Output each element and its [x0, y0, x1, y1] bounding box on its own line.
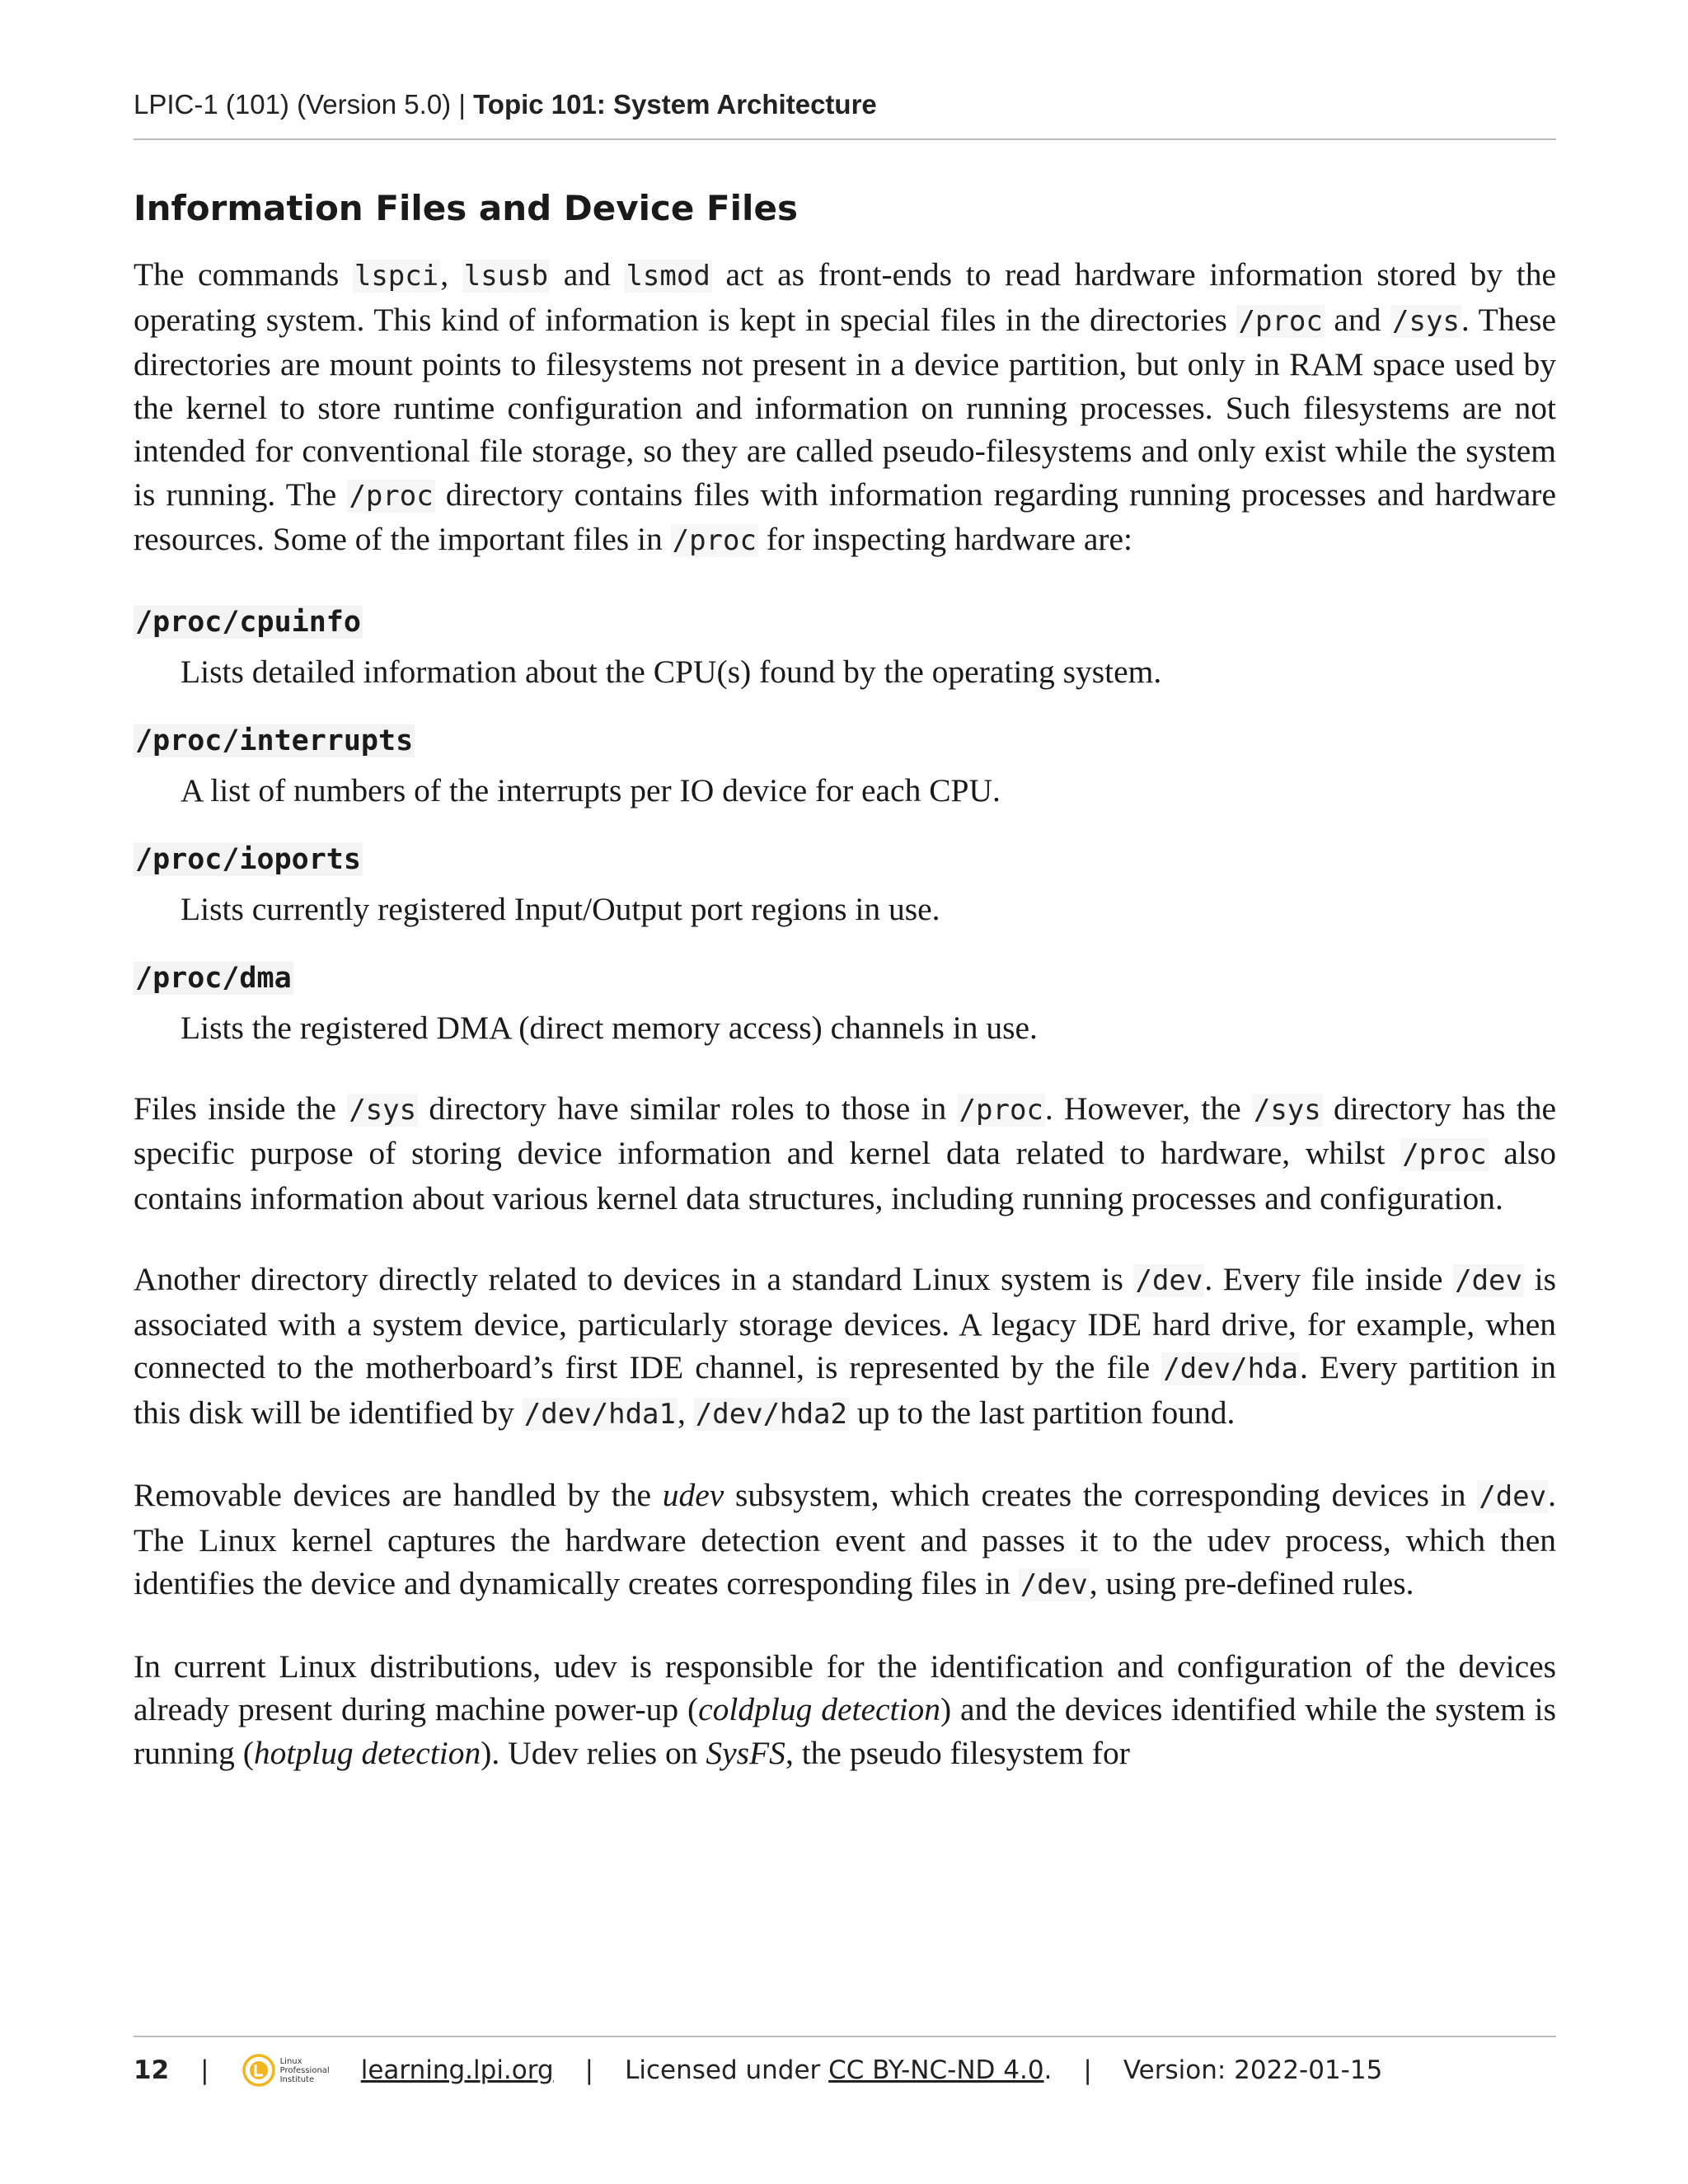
code-dev-hda: /dev/hda [1163, 1352, 1298, 1385]
license-link[interactable]: CC BY-NC-ND 4.0 [828, 2055, 1044, 2085]
definition-term: /proc/interrupts [135, 724, 414, 757]
definition-term: /proc/ioports [135, 842, 361, 876]
footer-separator: | [584, 2055, 594, 2085]
definition-description: Lists the registered DMA (direct memory access) channels in use. [181, 1009, 1038, 1046]
paragraph-udev [134, 1474, 1556, 1607]
text: for inspecting hardware are: [757, 521, 1133, 557]
code-proc: /proc [349, 479, 434, 513]
page-header [134, 89, 1556, 140]
code-sys: /sys [1392, 304, 1460, 338]
definition-description: Lists detailed information about the CPU(s) found by the operating system. [181, 653, 1162, 690]
definition-term: /proc/dma [135, 961, 292, 995]
text: Another directory directly related to devices in a standard Linux system is [134, 1261, 1134, 1297]
text: . These directories are mount points to filesystems not present in a device partition, but only in RAM space used by the kernel to store runtime configuration and information on running processes. Such filesystems are not intended for conventional file storage, so they are called pseudo-filesystems and only exist while the system is running. The [134, 301, 1556, 513]
code-proc: /proc [1238, 304, 1323, 338]
text: , the pseudo filesystem for [785, 1734, 1130, 1771]
logo-text-line: Linux [279, 2056, 302, 2066]
text: directory has the specific purpose of storing device information and kernel data related to hardware, whilst [134, 1090, 1556, 1171]
course-title: LPIC-1 (101) (Version 5.0) [134, 89, 452, 120]
paragraph-sys [134, 1087, 1556, 1221]
page-number: 12 [134, 2055, 170, 2085]
text: In current Linux distributions, udev is responsible for the identification and configuration of the devices already present during machine power-up ( [134, 1647, 1556, 1727]
code-lsmod: lsmod [626, 260, 710, 293]
site-link[interactable]: learning.lpi.org [360, 2055, 554, 2085]
definition-description: Lists currently registered Input/Output port regions in use. [181, 890, 940, 927]
emphasis-sysfs: SysFS [706, 1734, 785, 1771]
text: . The Linux kernel captures the hardware detection event and passes it to the udev process, which then identifies the device and dynamically creates corresponding files in [134, 1477, 1556, 1601]
text: Removable devices are handled by the [134, 1477, 663, 1513]
text: act as front-ends to read hardware information stored by the operating system. This kind of information is kept in special files in the directories [134, 256, 1557, 338]
paragraph-intro [134, 253, 1556, 563]
code-dev: /dev [1455, 1264, 1522, 1297]
text: also contains information about various kernel data structures, including running processes and configuration. [134, 1135, 1556, 1216]
emphasis-coldplug: coldplug detection [698, 1691, 940, 1727]
definition-item [134, 606, 1556, 693]
paragraph-dev [134, 1258, 1556, 1436]
text: , [440, 256, 462, 293]
text: directory contains files with information regarding running processes and hardware resources. Some of the important files in [134, 476, 1556, 557]
page-footer [134, 2036, 1556, 2087]
text: up to the last partition found. [848, 1394, 1236, 1431]
header-separator: | [458, 89, 466, 120]
code-dev-hda2: /dev/hda2 [695, 1397, 847, 1431]
lpi-logo [242, 2054, 330, 2087]
text: is associated with a system device, particularly storage devices. A legacy IDE hard drive, for example, when connected to the motherboard’s first IDE channel, is represented by the file [134, 1261, 1556, 1385]
emphasis-udev: udev [662, 1477, 724, 1513]
text: Files inside the [134, 1090, 348, 1127]
main-content [134, 188, 1556, 1812]
code-dev: /dev [1135, 1264, 1203, 1297]
section-title: Information Files and Device Files [134, 188, 798, 228]
code-sys: /sys [1253, 1093, 1321, 1127]
text: . However, the [1044, 1090, 1252, 1127]
text: and [550, 256, 625, 293]
code-dev: /dev [1479, 1480, 1547, 1513]
text: The commands [134, 256, 353, 293]
code-proc: /proc [959, 1093, 1043, 1127]
definition-item [134, 962, 1556, 1049]
text: and [1324, 301, 1391, 338]
text: . Every partition in this disk will be identified by [134, 1349, 1556, 1431]
definition-list [134, 606, 1556, 1049]
text: , [678, 1394, 694, 1431]
text: ). Udev relies on [481, 1734, 706, 1771]
definition-term: /proc/cpuinfo [135, 605, 361, 639]
definition-description: A list of numbers of the interrupts per IO device for each CPU. [181, 771, 1001, 808]
emphasis-hotplug: hotplug detection [253, 1734, 481, 1771]
license-suffix: . [1043, 2055, 1053, 2085]
text: directory have similar roles to those in [418, 1090, 958, 1127]
footer-separator: | [1083, 2055, 1092, 2085]
text: ) and the devices identified while the system is running ( [134, 1691, 1556, 1771]
code-proc: /proc [672, 524, 757, 557]
code-dev-hda1: /dev/hda1 [523, 1397, 676, 1431]
paragraph-plug-detection [134, 1645, 1556, 1775]
license-prefix: Licensed under [625, 2055, 829, 2085]
logo-text-line: Professional [279, 2065, 330, 2075]
definition-item [134, 724, 1556, 812]
footer-separator: | [200, 2055, 209, 2085]
definition-item [134, 843, 1556, 930]
code-lsusb: lsusb [463, 260, 549, 293]
text: , using pre-defined rules. [1089, 1565, 1414, 1601]
text: subsystem, which creates the corresponding devices in [724, 1477, 1478, 1513]
code-lspci: lspci [354, 260, 439, 293]
code-sys: /sys [349, 1093, 417, 1127]
lpi-logo-icon [242, 2054, 275, 2087]
code-dev: /dev [1020, 1568, 1088, 1601]
license-text [625, 2055, 1052, 2085]
code-proc: /proc [1402, 1138, 1487, 1171]
logo-text [280, 2057, 330, 2084]
logo-text-line: Institute [279, 2074, 315, 2084]
version-text: Version: 2022-01-15 [1123, 2055, 1383, 2085]
text: . Every file inside [1204, 1261, 1454, 1297]
topic-title: Topic 101: System Architecture [473, 89, 877, 120]
